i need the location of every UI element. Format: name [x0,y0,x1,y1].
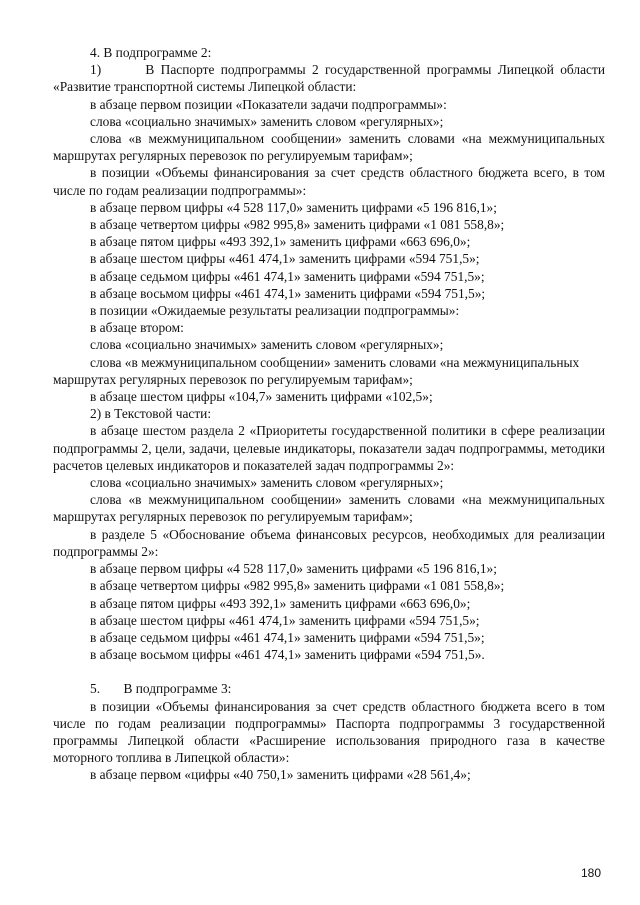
paragraph: в абзаце первом «цифры «40 750,1» заменить цифрами «28 561,4»; [90,767,471,783]
paragraph: в абзаце пятом цифры «493 392,1» заменить цифрами «663 696,0»; [90,595,471,611]
paragraph: слова «социально значимых» заменить словом «регулярных»; [90,475,444,491]
paragraph: в позиции «Ожидаемые результаты реализации подпрограммы»: [90,303,460,319]
paragraph: в абзаце шестом цифры «461 474,1» заменить цифрами «594 751,5»; [90,251,480,267]
paragraph: в абзаце четвертом цифры «982 995,8» заменить цифрами «1 081 558,8»; [90,578,505,594]
paragraph: в абзаце первом цифры «4 528 117,0» заменить цифрами «5 196 816,1»; [90,199,497,215]
paragraph: слова «в межмуниципальном сообщении» заменить словами «на межмуниципальных маршрутах регулярных перевозок по регулируемым тарифам»; [53,492,605,525]
paragraph: слова «в межмуниципальном сообщении» заменить словами «на межмуниципальных маршрутах регулярных перевозок по регулируемым тарифам»; [53,354,580,387]
paragraph: 2) в Текстовой части: [90,406,212,422]
paragraph: 1) В Паспорте подпрограммы 2 государственной программы Липецкой области «Развитие транспортной системы Липецкой области: [53,62,605,95]
paragraph: в абзаце восьмом цифры «461 474,1» заменить цифрами «594 751,5»; [90,285,486,301]
paragraph: в абзаце четвертом цифры «982 995,8» заменить цифрами «1 081 558,8»; [90,217,505,233]
document-body [53,44,605,784]
paragraph: в позиции «Объемы финансирования за счет средств областного бюджета всего в том числе по годам реализации подпрограммы» Паспорта подпрограммы 3 государственной программы Липецкой области «Расширение использования природного газа в качестве моторного топлива в Липецкой области»: [53,698,605,766]
paragraph: слова «в межмуниципальном сообщении» заменить словами «на межмуниципальных маршрутах регулярных перевозок по регулируемым тарифам»; [53,131,605,164]
paragraph: в позиции «Объемы финансирования за счет средств областного бюджета всего, в том числе по годам реализации подпрограммы»: [53,165,605,198]
paragraph: в абзаце шестом цифры «104,7» заменить цифрами «102,5»; [90,389,433,405]
paragraph: в разделе 5 «Обоснование объема финансовых ресурсов, необходимых для реализации подпрограммы 2»: [53,526,605,559]
paragraph: в абзаце первом позиции «Показатели задачи подпрограммы»: [90,96,447,112]
paragraph: в абзаце первом цифры «4 528 117,0» заменить цифрами «5 196 816,1»; [90,561,497,577]
paragraph: в абзаце шестом цифры «461 474,1» заменить цифрами «594 751,5»; [90,612,480,628]
paragraph: в абзаце шестом раздела 2 «Приоритеты государственной политики в сфере реализации подпрограммы 2, цели, задачи, целевые индикаторы, показатели задач подпрограммы, методики расчетов целевых индикаторов и показателей задач подпрограммы 2»: [53,423,605,473]
paragraph: слова «социально значимых» заменить словом «регулярных»; [90,337,444,353]
paragraph: в абзаце пятом цифры «493 392,1» заменить цифрами «663 696,0»; [90,234,471,250]
section-heading-4: 4. В подпрограмме 2: [90,45,212,60]
paragraph: в абзаце восьмом цифры «461 474,1» заменить цифрами «594 751,5». [90,647,485,663]
section-heading-5: 5. В подпрограмме 3: [90,681,232,697]
page-number: 180 [580,866,601,880]
paragraph: в абзаце седьмом цифры «461 474,1» заменить цифрами «594 751,5»; [90,268,485,284]
paragraph: в абзаце седьмом цифры «461 474,1» заменить цифрами «594 751,5»; [90,629,485,645]
blank-line [53,663,605,680]
paragraph: слова «социально значимых» заменить словом «регулярных»; [90,113,444,129]
paragraph: в абзаце втором: [90,320,184,336]
